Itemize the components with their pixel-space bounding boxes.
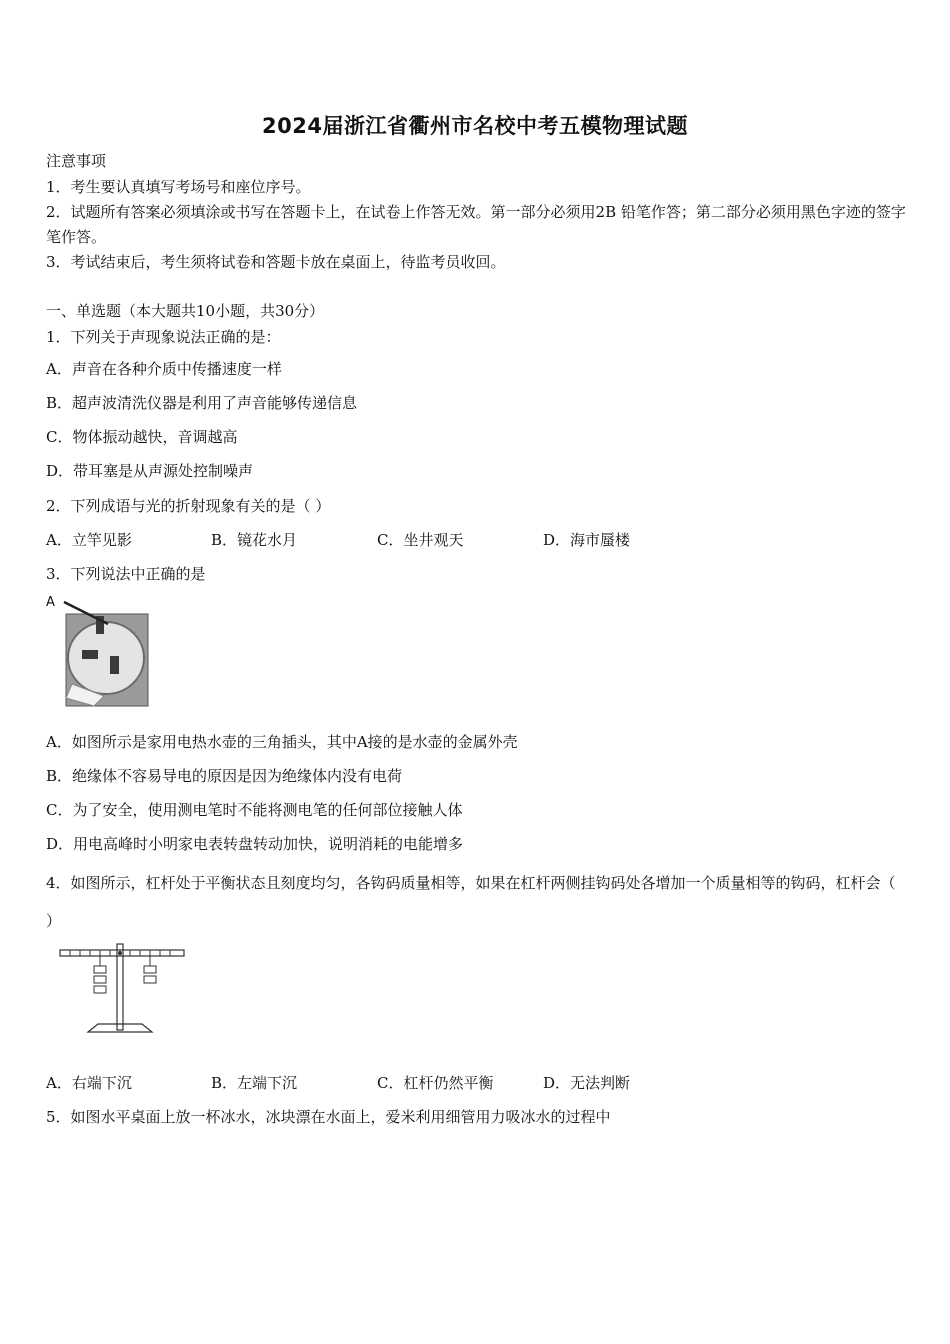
question-1-option-d: D．带耳塞是从声源处控制噪声 — [46, 462, 254, 480]
question-1-option-b: B．超声波清洗仪器是利用了声音能够传递信息 — [46, 394, 358, 412]
notice-item-3: 3．考试结束后，考生须将试卷和答题卡放在桌面上，待监考员收回。 — [46, 253, 506, 271]
figure-label-a: A — [46, 595, 55, 610]
notice-heading: 注意事项 — [46, 152, 107, 170]
question-2-option-a: A．立竿见影 — [46, 531, 132, 549]
plug-pin-right — [110, 656, 119, 674]
question-2-option-c: C．坐井观天 — [377, 531, 464, 549]
question-1-option-a: A．声音在各种介质中传播速度一样 — [46, 360, 282, 378]
plug-photo-figure — [44, 592, 154, 710]
notice-item-1: 1．考生要认真填写考场号和座位序号。 — [46, 178, 311, 196]
plug-pin-left — [82, 650, 98, 659]
right-weight-2 — [144, 976, 156, 983]
question-2-stem: 2．下列成语与光的折射现象有关的是（ ） — [46, 497, 331, 515]
left-weight-3 — [94, 986, 106, 993]
plug-socket-body — [68, 622, 144, 694]
question-2-option-b: B．镜花水月 — [211, 531, 298, 549]
question-4-option-c: C．杠杆仍然平衡 — [377, 1074, 494, 1092]
left-weight-2 — [94, 976, 106, 983]
page-title: 2024届浙江省衢州市名校中考五模物理试题 — [262, 114, 688, 138]
notice-item-2: 2．试题所有答案必须填涂或书写在答题卡上，在试卷上作答无效。第一部分必须用2B 铅笔作答；第二部分必须用黑色字迹的签字笔作答。 — [46, 203, 906, 246]
lever-stand-base — [88, 1024, 152, 1032]
question-4-stem: 4．如图所示，杠杆处于平衡状态且刻度均匀，各钩码质量相等，如果在杠杆两侧挂钩码处各增加一个质量相等的钩码，杠杆会（ ） — [46, 874, 896, 930]
left-weight-1 — [94, 966, 106, 973]
question-1-stem: 1．下列关于声现象说法正确的是： — [46, 328, 281, 346]
question-2-option-d: D．海市蜃楼 — [543, 531, 631, 549]
question-3-option-d: D．用电高峰时小明家电表转盘转动加快，说明消耗的电能增多 — [46, 835, 464, 853]
lever-pivot — [118, 951, 122, 955]
right-weight-1 — [144, 966, 156, 973]
question-4-option-b: B．左端下沉 — [211, 1074, 298, 1092]
question-3-option-c: C．为了安全，使用测电笔时不能将测电笔的任何部位接触人体 — [46, 801, 463, 819]
question-1-option-c: C．物体振动越快，音调越高 — [46, 428, 238, 446]
question-3-stem: 3．下列说法中正确的是 — [46, 565, 206, 583]
lever-figure — [54, 940, 194, 1040]
question-4-option-d: D．无法判断 — [543, 1074, 631, 1092]
question-5-stem: 5．如图水平桌面上放一杯冰水，冰块漂在水面上，爱米利用细管用力吸冰水的过程中 — [46, 1108, 611, 1126]
lever-stand-post — [117, 944, 123, 1030]
section-heading: 一、单选题（本大题共10小题，共30分） — [46, 302, 325, 320]
question-3-option-b: B．绝缘体不容易导电的原因是因为绝缘体内没有电荷 — [46, 767, 403, 785]
question-4-option-a: A．右端下沉 — [46, 1074, 132, 1092]
question-3-option-a: A．如图所示是家用电热水壶的三角插头，其中A接的是水壶的金属外壳 — [46, 733, 518, 751]
